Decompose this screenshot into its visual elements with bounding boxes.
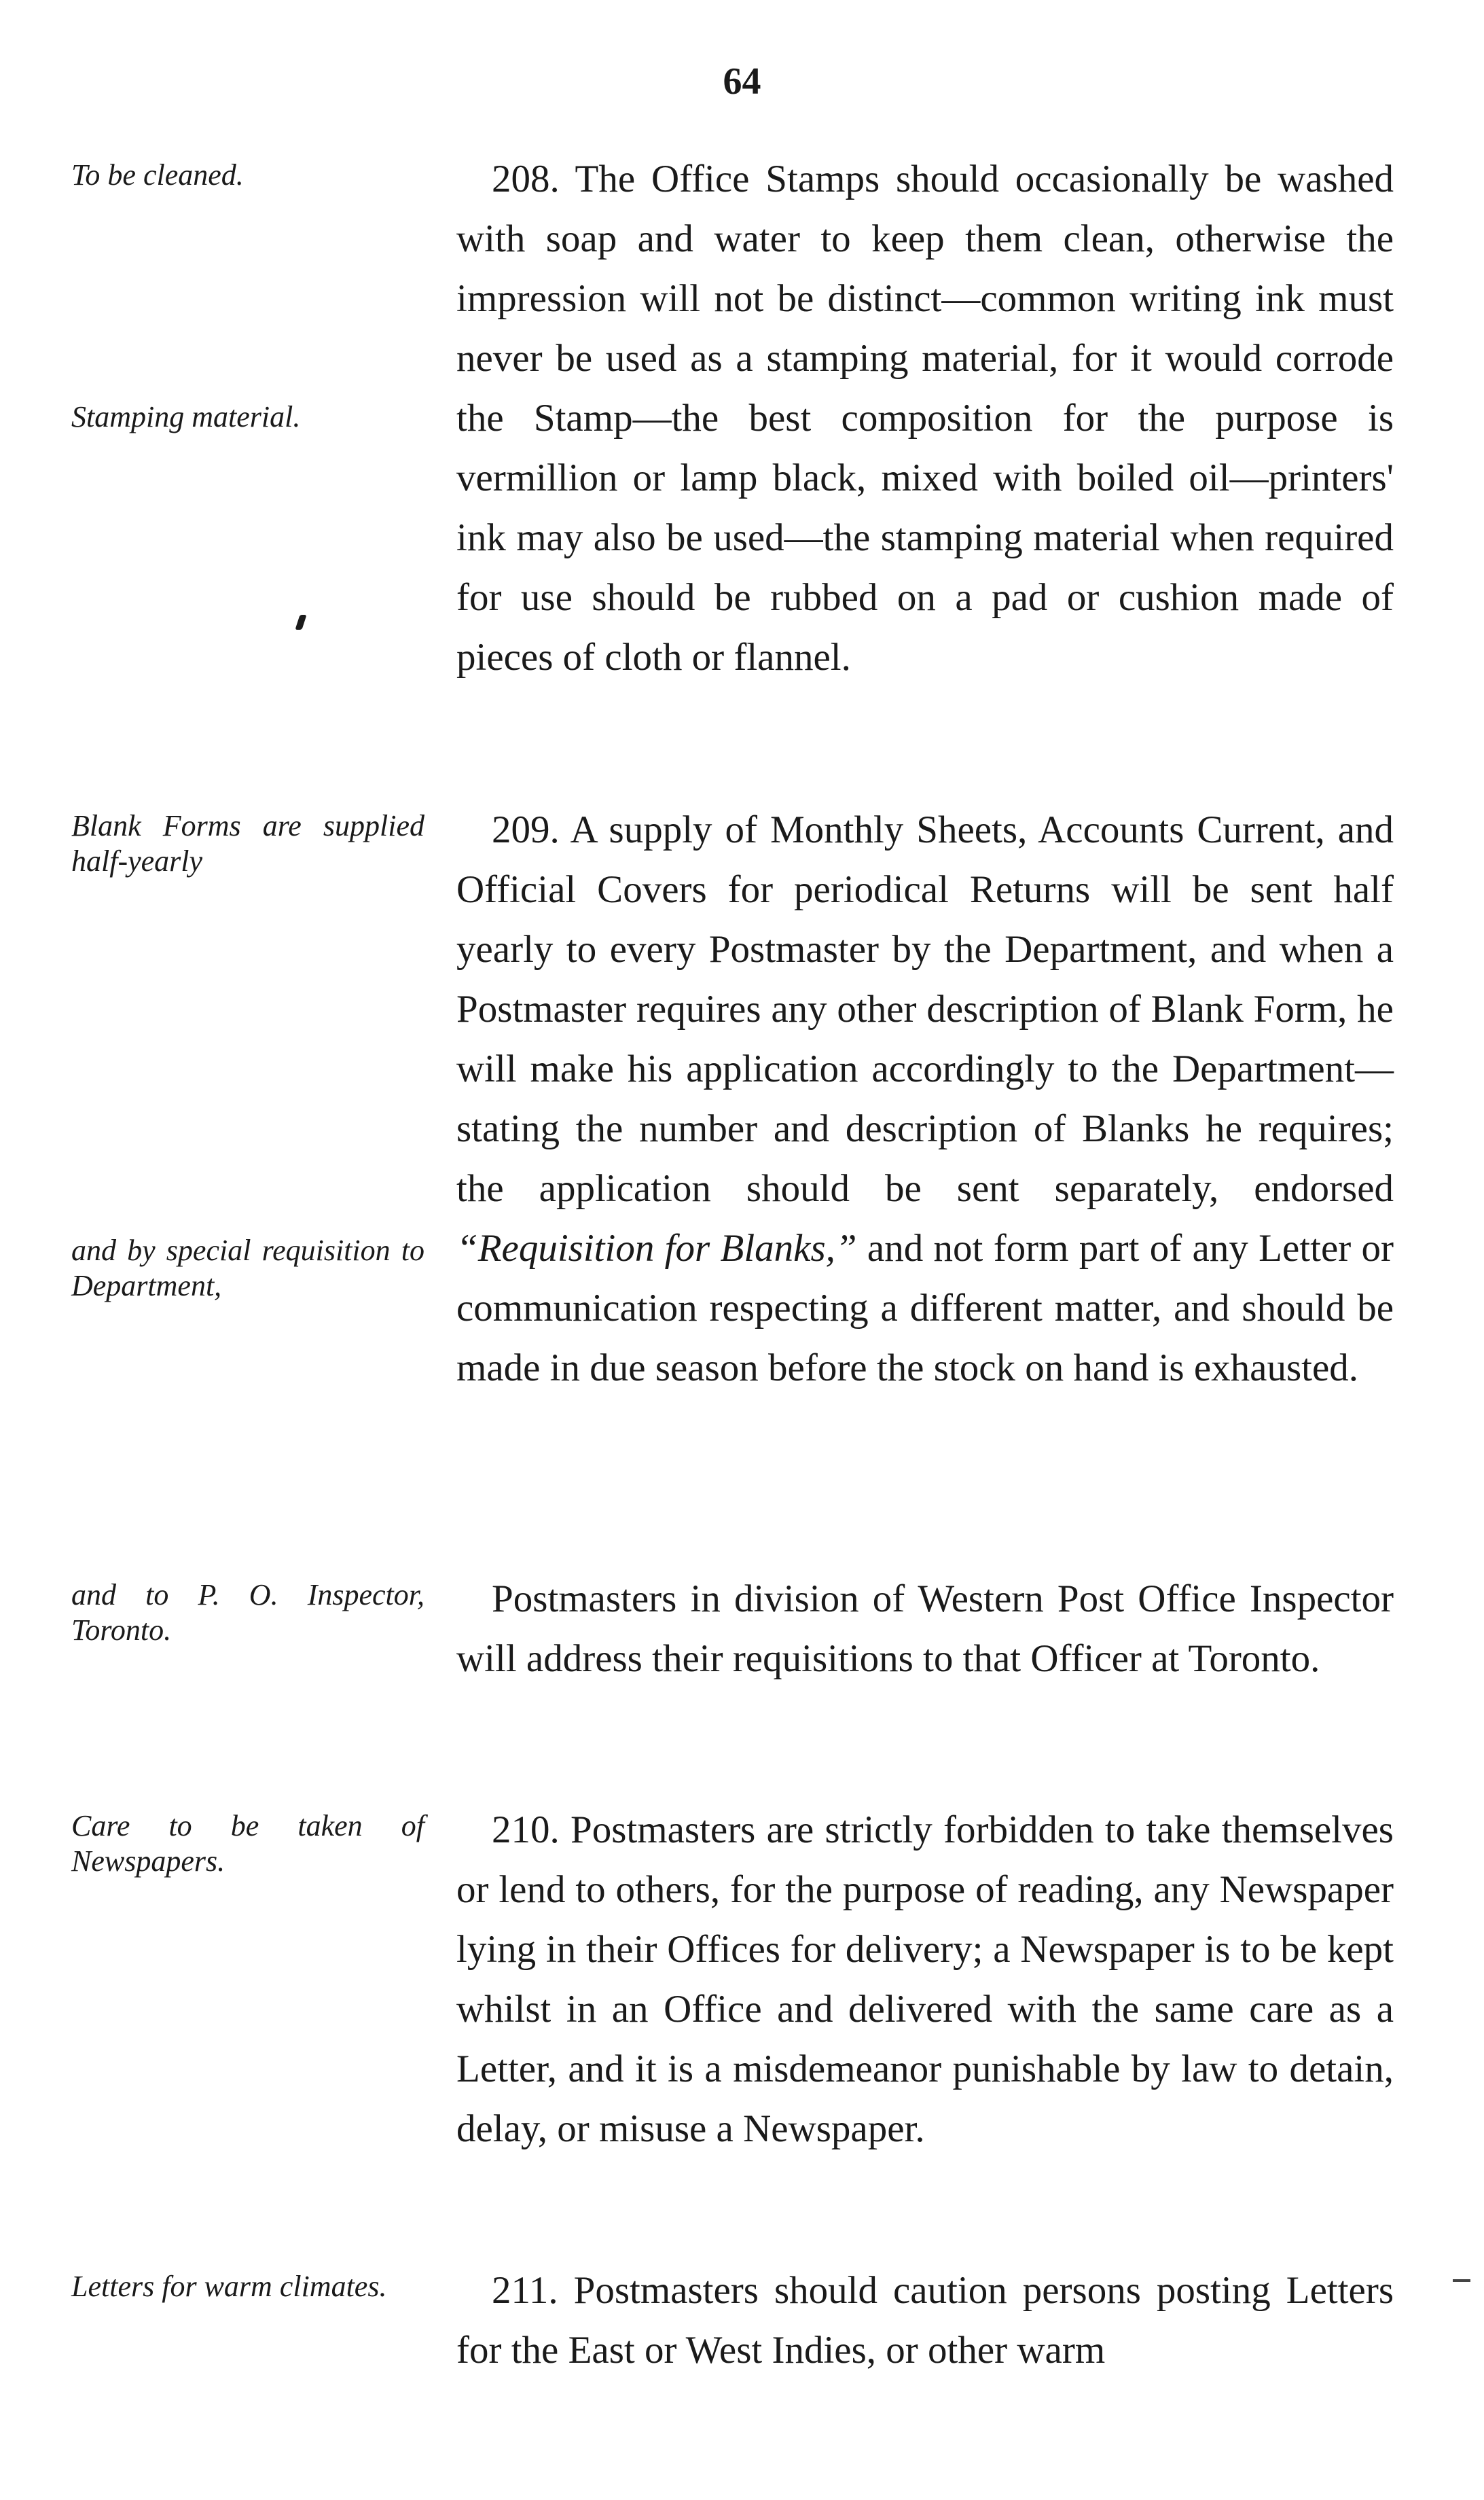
paragraph-209-part-2: and not form part of any Letter or communication respecting a different matter, and should be made in due season before the stock on hand is exhausted.	[456, 1227, 1394, 1389]
edge-mark	[1453, 2279, 1470, 2282]
paragraph-209	[456, 800, 1394, 1398]
paragraph-inspector: Postmasters in division of Western Post Office Inspector will address their requisitions to that Officer at Toronto.	[456, 1577, 1394, 1680]
requisition-for-blanks-quote: “Requisition for Blanks,”	[456, 1227, 857, 1270]
ink-speck	[295, 615, 306, 630]
paragraph-211: 211. Postmasters should caution persons posting Letters for the East or West Indies, or other warm	[456, 2269, 1394, 2372]
margin-note-to-be-cleaned: To be cleaned.	[71, 158, 244, 192]
paragraph-209-part-1: 209. A supply of Monthly Sheets, Accounts Current, and Official Covers for periodical Returns will be sent half yearly to every Postmaster by the Department, and when a Postmaster requires any other description of Blank Form, he will make his application accordingly to the Department—stating the number and description of Blanks he requires; the application should be sent separately, endorsed	[456, 808, 1394, 1210]
paragraph-208: 208. The Office Stamps should occasionally be washed with soap and water to keep them clean, otherwise the impression will not be distinct—common writing ink must never be used as a stamping material, for it would corrode the Stamp—the best composition for the purpose is vermillion or lamp black, mixed with boiled oil—printers' ink may also be used—the stamping material when required for use should be rubbed on a pad or cushion made of pieces of cloth or flannel.	[456, 158, 1394, 679]
margin-note-blank-forms: Blank Forms are supplied half-yearly	[71, 809, 424, 878]
paragraph-210: 210. Postmasters are strictly forbidden to take themselves or lend to others, for the purpose of reading, any Newspaper lying in their Offices for delivery; a Newspaper is to be kept whilst in an Office and delivered with the same care as a Letter, and it is a misdemeanor punishable by law to detain, delay, or misuse a Newspaper.	[456, 1808, 1394, 2150]
margin-note-newspapers: Care to be taken of Newspapers.	[71, 1809, 424, 1878]
margin-note-po-inspector: and to P. O. Inspector, Toronto.	[71, 1578, 424, 1647]
page-number: 64	[723, 60, 761, 103]
margin-note-special-requisition: and by special requisition to Department,	[71, 1234, 424, 1302]
margin-note-stamping-material: Stamping material.	[71, 400, 301, 433]
margin-note-warm-climates: Letters for warm climates.	[71, 2270, 387, 2303]
